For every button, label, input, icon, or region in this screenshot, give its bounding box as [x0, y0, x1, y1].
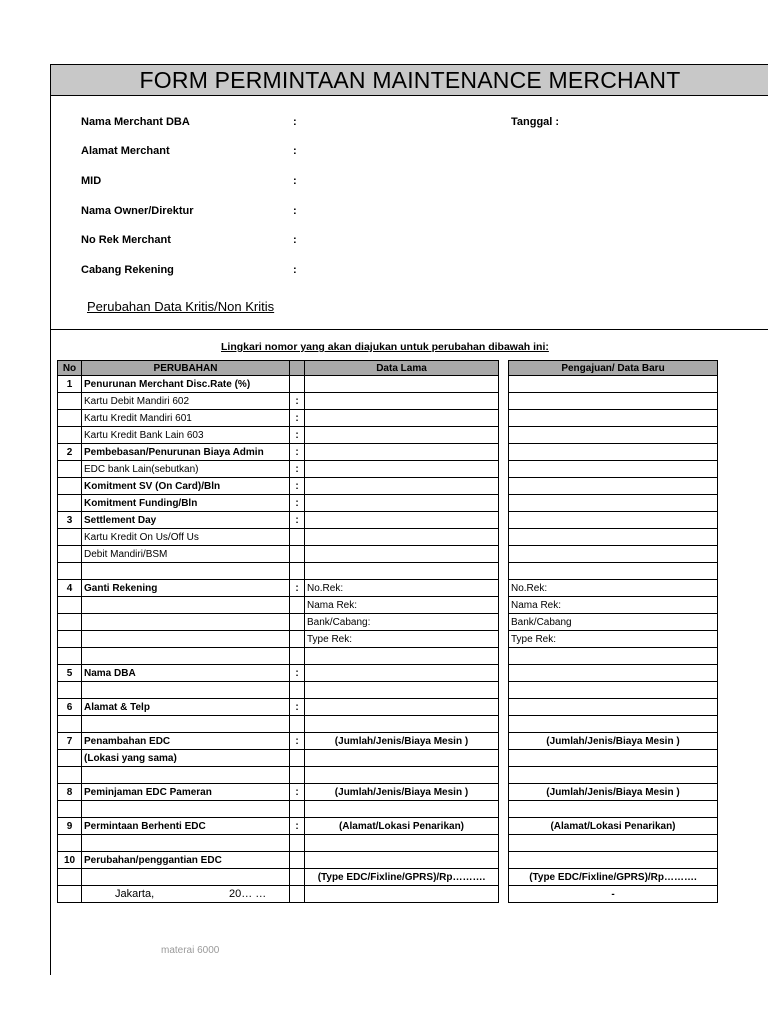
row-gap: [499, 376, 509, 393]
field-colon: :: [293, 205, 297, 217]
footer-city: Jakarta,: [115, 888, 155, 900]
row-number: [58, 631, 82, 648]
row-number: [58, 801, 82, 818]
row-data-lama: [305, 478, 499, 495]
row-colon: [290, 648, 305, 665]
row-number: [58, 478, 82, 495]
row-data-lama: [305, 648, 499, 665]
row-item: Perubahan/penggantian EDC: [82, 852, 290, 869]
row-number: [58, 461, 82, 478]
row-data-lama: [305, 767, 499, 784]
row-number: 1: [58, 376, 82, 393]
row-data-baru: (Jumlah/Jenis/Biaya Mesin ): [509, 784, 718, 801]
row-data-baru: [509, 767, 718, 784]
row-number: 2: [58, 444, 82, 461]
row-gap: [499, 648, 509, 665]
row-data-baru: No.Rek:: [509, 580, 718, 597]
row-colon: :: [290, 733, 305, 750]
field-label: Cabang Rekening: [81, 264, 174, 276]
row-data-baru: [509, 835, 718, 852]
field-colon: :: [293, 175, 297, 187]
table-row: [58, 376, 718, 393]
form-frame: [50, 64, 768, 975]
row-data-lama: [305, 376, 499, 393]
row-data-baru: [509, 750, 718, 767]
row-gap: [499, 410, 509, 427]
row-data-lama: (Alamat/Lokasi Penarikan): [305, 818, 499, 835]
row-data-baru: (Alamat/Lokasi Penarikan): [509, 818, 718, 835]
row-item: [82, 631, 290, 648]
table-row: [58, 682, 718, 699]
instruction-text: Lingkari nomor yang akan diajukan untuk perubahan dibawah ini:: [221, 341, 549, 353]
row-data-baru: [509, 801, 718, 818]
field-colon: :: [293, 145, 297, 157]
row-data-baru: [509, 376, 718, 393]
subtitle: Perubahan Data Kritis/Non Kritis: [87, 299, 275, 314]
row-gap: [499, 546, 509, 563]
row-data-baru: [509, 648, 718, 665]
row-data-baru: [509, 427, 718, 444]
row-data-lama: [305, 393, 499, 410]
row-colon: :: [290, 580, 305, 597]
footer-year: 20… …: [229, 888, 267, 900]
row-gap: [499, 529, 509, 546]
row-data-lama: [305, 852, 499, 869]
header-gap: [499, 361, 509, 376]
row-number: 10: [58, 852, 82, 869]
row-colon: [290, 631, 305, 648]
table-row: [58, 546, 718, 563]
row-data-baru: [509, 546, 718, 563]
row-data-baru: Nama Rek:: [509, 597, 718, 614]
row-number: 9: [58, 818, 82, 835]
row-number: [58, 427, 82, 444]
row-gap: [499, 767, 509, 784]
row-gap: [499, 563, 509, 580]
row-data-lama: No.Rek:: [305, 580, 499, 597]
field-label: No Rek Merchant: [81, 234, 171, 246]
table-row: [58, 444, 718, 461]
row-data-baru: [509, 852, 718, 869]
row-data-baru: Bank/Cabang: [509, 614, 718, 631]
row-gap: [499, 716, 509, 733]
row-data-lama: [305, 529, 499, 546]
row-number: [58, 648, 82, 665]
header-perubahan: PERUBAHAN: [82, 361, 290, 376]
table-row: [58, 716, 718, 733]
row-number: [58, 767, 82, 784]
row-number: [58, 614, 82, 631]
row-item: Nama DBA: [82, 665, 290, 682]
row-data-lama: [305, 835, 499, 852]
header-data-baru: Pengajuan/ Data Baru: [509, 361, 718, 376]
table-row: [58, 886, 718, 903]
row-item: (Lokasi yang sama): [82, 750, 290, 767]
row-item: [82, 682, 290, 699]
row-data-baru: [509, 665, 718, 682]
field-label: Nama Merchant DBA: [81, 116, 190, 128]
row-number: [58, 750, 82, 767]
row-gap: [499, 427, 509, 444]
table-row: [58, 631, 718, 648]
field-label: MID: [81, 175, 102, 187]
row-data-lama: [305, 563, 499, 580]
row-data-baru: [509, 444, 718, 461]
row-colon: :: [290, 495, 305, 512]
row-item: [82, 801, 290, 818]
row-gap: [499, 750, 509, 767]
row-number: [58, 716, 82, 733]
header-colon: [290, 361, 305, 376]
materai-label: materai 6000: [161, 945, 220, 956]
row-number: [58, 869, 82, 886]
field-colon: :: [293, 116, 297, 128]
row-gap: [499, 495, 509, 512]
row-data-lama: Nama Rek:: [305, 597, 499, 614]
row-colon: [290, 869, 305, 886]
row-colon: [290, 682, 305, 699]
row-colon: :: [290, 665, 305, 682]
row-gap: [499, 784, 509, 801]
header-data-lama: Data Lama: [305, 361, 499, 376]
row-gap: [499, 597, 509, 614]
row-item: [82, 767, 290, 784]
field-label: Nama Owner/Direktur: [81, 205, 194, 217]
row-number: [58, 886, 82, 903]
table-row: [58, 529, 718, 546]
row-colon: :: [290, 393, 305, 410]
row-data-lama: [305, 801, 499, 818]
row-data-lama: [305, 886, 499, 903]
row-gap: [499, 869, 509, 886]
table-row: [58, 614, 718, 631]
row-gap: [499, 614, 509, 631]
row-colon: :: [290, 784, 305, 801]
row-data-lama: (Type EDC/Fixline/GPRS)/Rp……….: [305, 869, 499, 886]
row-colon: [290, 835, 305, 852]
row-data-baru: [509, 461, 718, 478]
row-colon: :: [290, 818, 305, 835]
table-row: [58, 512, 718, 529]
table-row: [58, 563, 718, 580]
tanggal-label: Tanggal :: [511, 116, 560, 128]
table-row: [58, 461, 718, 478]
row-gap: [499, 818, 509, 835]
row-colon: [290, 597, 305, 614]
row-colon: :: [290, 427, 305, 444]
row-data-lama: [305, 682, 499, 699]
row-item: Settlement Day: [82, 512, 290, 529]
row-data-lama: [305, 444, 499, 461]
row-item: Kartu Kredit On Us/Off Us: [82, 529, 290, 546]
row-data-lama: [305, 665, 499, 682]
row-number: 8: [58, 784, 82, 801]
row-item: Kartu Kredit Bank Lain 603: [82, 427, 290, 444]
row-number: [58, 682, 82, 699]
row-colon: :: [290, 478, 305, 495]
table-row: [58, 393, 718, 410]
row-gap: [499, 580, 509, 597]
row-item: Alamat & Telp: [82, 699, 290, 716]
table-row: [58, 597, 718, 614]
table-row: [58, 665, 718, 682]
row-number: 5: [58, 665, 82, 682]
row-gap: [499, 886, 509, 903]
row-colon: [290, 376, 305, 393]
row-colon: [290, 852, 305, 869]
row-data-lama: [305, 716, 499, 733]
row-number: 3: [58, 512, 82, 529]
row-data-lama: Bank/Cabang:: [305, 614, 499, 631]
table-row: [58, 750, 718, 767]
table-row: [58, 784, 718, 801]
row-colon: :: [290, 512, 305, 529]
row-data-baru: [509, 393, 718, 410]
table-header-row: [58, 361, 718, 376]
row-colon: [290, 716, 305, 733]
row-item: [82, 563, 290, 580]
row-data-lama: (Jumlah/Jenis/Biaya Mesin ): [305, 733, 499, 750]
row-item: Kartu Kredit Mandiri 601: [82, 410, 290, 427]
table-row: [58, 835, 718, 852]
row-number: [58, 597, 82, 614]
row-data-baru: [509, 512, 718, 529]
row-colon: [290, 529, 305, 546]
table-row: [58, 648, 718, 665]
row-number: [58, 835, 82, 852]
row-item: [82, 835, 290, 852]
table-row: [58, 818, 718, 835]
row-gap: [499, 393, 509, 410]
row-data-lama: (Jumlah/Jenis/Biaya Mesin ): [305, 784, 499, 801]
row-item: Peminjaman EDC Pameran: [82, 784, 290, 801]
row-data-lama: [305, 546, 499, 563]
row-data-lama: [305, 427, 499, 444]
table-row: [58, 733, 718, 750]
row-gap: [499, 699, 509, 716]
row-colon: [290, 563, 305, 580]
row-data-baru: -: [509, 886, 718, 903]
row-gap: [499, 835, 509, 852]
table-row: [58, 580, 718, 597]
field-colon: :: [293, 234, 297, 246]
row-number: [58, 410, 82, 427]
row-item: [82, 648, 290, 665]
row-number: [58, 393, 82, 410]
row-gap: [499, 665, 509, 682]
row-colon: :: [290, 444, 305, 461]
row-gap: [499, 733, 509, 750]
row-colon: [290, 801, 305, 818]
row-number: 4: [58, 580, 82, 597]
table-row: [58, 767, 718, 784]
row-number: [58, 529, 82, 546]
row-number: [58, 546, 82, 563]
row-colon: [290, 767, 305, 784]
row-data-baru: [509, 529, 718, 546]
table-row: [58, 478, 718, 495]
row-item: Penambahan EDC: [82, 733, 290, 750]
row-item: Pembebasan/Penurunan Biaya Admin: [82, 444, 290, 461]
row-item: [82, 597, 290, 614]
row-colon: [290, 886, 305, 903]
form-title: FORM PERMINTAAN MAINTENANCE MERCHANT: [51, 65, 768, 96]
row-item: Penurunan Merchant Disc.Rate (%): [82, 376, 290, 393]
row-item: Permintaan Berhenti EDC: [82, 818, 290, 835]
row-data-lama: [305, 410, 499, 427]
row-data-baru: [509, 495, 718, 512]
row-gap: [499, 478, 509, 495]
table-row: [58, 427, 718, 444]
row-colon: [290, 546, 305, 563]
row-data-baru: Type Rek:: [509, 631, 718, 648]
table-row: [58, 869, 718, 886]
row-gap: [499, 631, 509, 648]
row-colon: [290, 750, 305, 767]
row-item: Debit Mandiri/BSM: [82, 546, 290, 563]
header-no: No: [58, 361, 82, 376]
field-label: Alamat Merchant: [81, 145, 170, 157]
row-data-baru: (Jumlah/Jenis/Biaya Mesin ): [509, 733, 718, 750]
row-gap: [499, 461, 509, 478]
row-data-baru: [509, 699, 718, 716]
table-row: [58, 495, 718, 512]
row-data-baru: [509, 410, 718, 427]
row-number: 6: [58, 699, 82, 716]
row-colon: [290, 614, 305, 631]
row-data-baru: [509, 478, 718, 495]
row-item: Kartu Debit Mandiri 602: [82, 393, 290, 410]
row-data-baru: [509, 682, 718, 699]
row-data-lama: [305, 750, 499, 767]
row-item: Ganti Rekening: [82, 580, 290, 597]
row-gap: [499, 444, 509, 461]
row-colon: :: [290, 410, 305, 427]
row-gap: [499, 852, 509, 869]
row-item: EDC bank Lain(sebutkan): [82, 461, 290, 478]
row-number: 7: [58, 733, 82, 750]
row-data-lama: [305, 512, 499, 529]
row-data-baru: [509, 716, 718, 733]
row-colon: :: [290, 461, 305, 478]
table-row: [58, 699, 718, 716]
row-item: [82, 716, 290, 733]
table-row: [58, 801, 718, 818]
table-row: [58, 410, 718, 427]
row-item: Komitment Funding/Bln: [82, 495, 290, 512]
row-item: Komitment SV (On Card)/Bln: [82, 478, 290, 495]
row-data-lama: [305, 461, 499, 478]
row-data-baru: (Type EDC/Fixline/GPRS)/Rp……….: [509, 869, 718, 886]
change-table: [57, 360, 718, 903]
row-data-lama: [305, 495, 499, 512]
row-number: [58, 495, 82, 512]
row-number: [58, 563, 82, 580]
section-divider: [51, 329, 768, 330]
table-row: [58, 852, 718, 869]
row-data-baru: [509, 563, 718, 580]
row-data-lama: Type Rek:: [305, 631, 499, 648]
row-colon: :: [290, 699, 305, 716]
row-gap: [499, 512, 509, 529]
row-data-lama: [305, 699, 499, 716]
row-item: [82, 869, 290, 886]
row-gap: [499, 682, 509, 699]
row-item: [82, 614, 290, 631]
row-gap: [499, 801, 509, 818]
field-colon: :: [293, 264, 297, 276]
